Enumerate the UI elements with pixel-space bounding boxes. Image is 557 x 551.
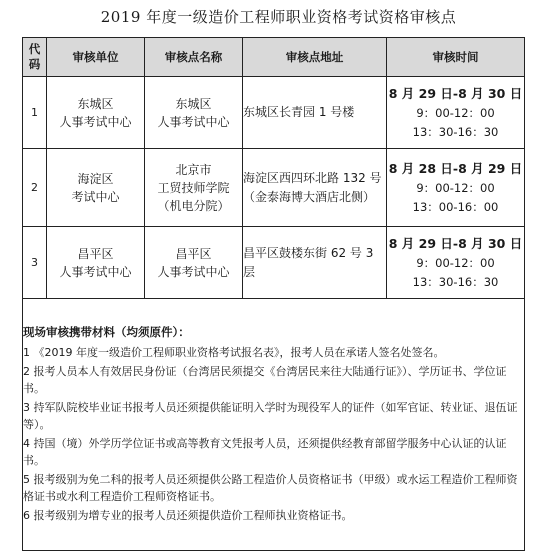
row-address: 海淀区西四环北路 132 号（金泰海博大酒店北侧） bbox=[243, 149, 387, 227]
row-slot-afternoon: 13：30-16：30 bbox=[412, 274, 499, 289]
row-date: 8 月 29 日-8 月 30 日 bbox=[388, 85, 523, 101]
page-title: 2019 年度一级造价工程师职业资格考试资格审核点 bbox=[100, 8, 457, 26]
row-slot-morning: 9：00-12：00 bbox=[416, 255, 495, 270]
row-time bbox=[387, 227, 525, 299]
table-row bbox=[23, 149, 525, 227]
header-point-name: 审核点名称 bbox=[145, 38, 243, 77]
row-slot-morning: 9：00-12：00 bbox=[416, 105, 495, 120]
header-code: 代 码 bbox=[23, 38, 47, 77]
table-row bbox=[23, 77, 525, 149]
row-time bbox=[387, 77, 525, 149]
row-unit: 海淀区 考试中心 bbox=[47, 149, 145, 227]
row-point-name: 昌平区 人事考试中心 bbox=[145, 227, 243, 299]
note-item: 1 《2019 年度一级造价工程师职业资格考试报名表》，报考人员在承诺人签名处签名。 bbox=[23, 345, 445, 359]
row-date: 8 月 29 日-8 月 30 日 bbox=[388, 235, 523, 251]
note-item: 2 报考人员本人有效居民身份证（台湾居民须提交《台湾居民来往大陆通行证》）、学历证书、学位证书。 bbox=[23, 364, 507, 395]
row-code: 1 bbox=[23, 77, 47, 149]
required-materials-notes bbox=[23, 299, 525, 551]
header-time: 审核时间 bbox=[387, 38, 525, 77]
row-unit: 东城区 人事考试中心 bbox=[47, 77, 145, 149]
table-row bbox=[23, 227, 525, 299]
note-item: 5 报考级别为免二科的报考人员还须提供公路工程造价人员资格证书（甲级）或水运工程造价工程师资格证书或水利工程造价工程师资格证书。 bbox=[23, 472, 518, 503]
row-unit: 昌平区 人事考试中心 bbox=[47, 227, 145, 299]
row-point-name: 东城区 人事考试中心 bbox=[145, 77, 243, 149]
row-slot-morning: 9：00-12：00 bbox=[416, 180, 495, 195]
row-address: 昌平区鼓楼东街 62 号 3 层 bbox=[243, 227, 387, 299]
row-point-name: 北京市 工贸技师学院 （机电分院） bbox=[145, 149, 243, 227]
row-slot-afternoon: 13：00-16：00 bbox=[412, 199, 499, 214]
row-address: 东城区长青园 1 号楼 bbox=[243, 77, 387, 149]
row-slot-afternoon: 13：30-16：30 bbox=[412, 124, 499, 139]
note-item: 6 报考级别为增专业的报考人员还须提供造价工程师执业资格证书。 bbox=[23, 508, 353, 522]
note-item: 4 持国（境）外学历学位证书或高等教育文凭报考人员，还须提供经教育部留学服务中心认证的认证书。 bbox=[23, 436, 507, 467]
header-unit: 审核单位 bbox=[47, 38, 145, 77]
row-date: 8 月 28 日-8 月 29 日 bbox=[388, 160, 523, 176]
table-header-row bbox=[23, 38, 525, 77]
audit-points-table bbox=[22, 37, 525, 551]
row-code: 3 bbox=[23, 227, 47, 299]
note-item: 3 持军队院校毕业证书报考人员还须提供能证明入学时为现役军人的证件（如军官证、转业证、退伍证等）。 bbox=[23, 400, 518, 431]
row-code: 2 bbox=[23, 149, 47, 227]
header-address: 审核点地址 bbox=[243, 38, 387, 77]
notes-row bbox=[23, 299, 525, 551]
notes-title: 现场审核携带材料（均须原件）： bbox=[23, 324, 190, 339]
row-time bbox=[387, 149, 525, 227]
